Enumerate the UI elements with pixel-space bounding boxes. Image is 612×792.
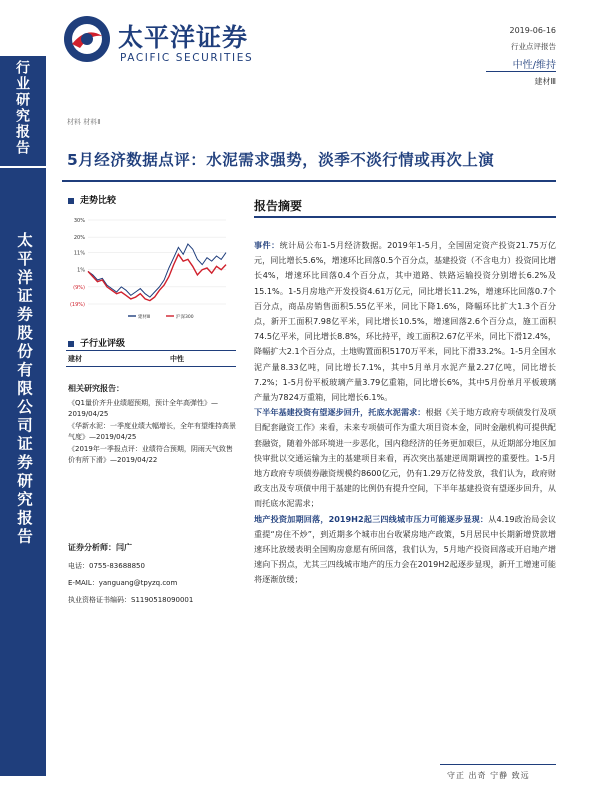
page-title: 5月经济数据点评：水泥需求强势，淡季不淡行情或再次上演 <box>67 151 495 169</box>
trend-heading: 走势比较 <box>68 193 116 206</box>
y-tick-label: 11% <box>73 250 85 257</box>
infra-label: 下半年基建投资有望逐步回升，托底水泥需求： <box>254 407 426 418</box>
rating-col-value: 中性 <box>170 355 184 363</box>
summary-body <box>254 238 556 588</box>
summary-rule <box>254 216 556 218</box>
rating-rule-top <box>66 350 236 351</box>
related-item[interactable]: 《华新水泥：一季度业绩大幅增长，全年有望维持高景气度》—2019/04/25 <box>68 421 236 441</box>
rating-badge: 中性/维持 <box>512 60 556 71</box>
chart-background <box>66 212 236 328</box>
related-reports <box>68 383 236 467</box>
y-tick-label: (9%) <box>73 284 85 291</box>
legend-label: 沪深300 <box>176 315 194 320</box>
related-item[interactable]: 《Q1量价齐升业绩超预期，预计全年高弹性》—2019/04/25 <box>68 398 218 418</box>
analyst-license: 执业资格证书编码：S1190518090001 <box>68 596 194 604</box>
rating-col-industry: 建材 <box>68 355 82 363</box>
related-heading: 相关研究报告： <box>68 384 124 393</box>
y-tick-label: 1% <box>77 267 85 274</box>
breadcrumb: 材料 材料Ⅱ <box>67 118 101 126</box>
rating-rule-bottom <box>66 366 236 367</box>
summary-paragraph-property: 地产投资加期回落，2019H2起三四线城市压力可能逐步显现：从4.19政治局会议重提“房住不炒”，到近期多个城市出台收紧房地产政策，5月居民中长期新增贷款增速环比放缓表明全国购房意愿有所回落，我们认为，5月地产投资回落或开启地产增速向下拐点，尤其三四线城市地产的压力会在2019H2起逐步显现，新开工增速可能将逐渐放缓； <box>254 513 556 585</box>
company-logo-icon <box>62 14 112 64</box>
property-label: 地产投资加期回落，2019H2起三四线城市压力可能逐步显现： <box>254 513 489 524</box>
summary-paragraph-event: 事件：统计局公布1-5月经济数据。2019年1-5月，全国固定资产投资21.75万亿元，同比增长5.6%，增速环比回落0.5个百分点，基建投资（不含电力）投资同比增长4%，增速环比回落0.4个百分点，其中道路、铁路运输投资分别增长6.2%及15.1%。1-5月房地产开发投资4.61万亿元，同比增长11.2%，增速环比回落0.7个百分点，商品房销售面积5.55亿平米，同比下降1.6%，降幅环比扩大1.3个百分点，新开工面积7.98亿平米，同比增长10.5%，增速回落2.6个百分点，施工面积74.5亿平米，同比增长8.8%，环比持平，竣工面积2.67亿平米，同比下滑12.4%，降幅扩大2.1个百分点，土地购置面积5170万平米，同比下滑33.2%。1-5月全国水泥产量8.33亿吨，同比增长7.1%，其中5月单月水泥产量2.27亿吨，同比增长7.2%；1-5月份平板玻璃产量3.79亿重箱，同比增长6%，其中5月份单月平板玻璃产量为7824万重箱，同比增长6.1%。 <box>254 240 556 403</box>
sidebar-company: 太平洋证券股份有限公司证券研究报告 <box>15 232 34 547</box>
legend-label: 建材Ⅲ <box>138 315 151 320</box>
title-rule <box>62 180 556 182</box>
logo-text-en: PACIFIC SECURITIES <box>120 52 254 64</box>
y-tick-label: (19%) <box>69 302 85 308</box>
sidebar-category: 行业研究报告 <box>14 60 30 156</box>
event-label: 事件： <box>254 240 280 250</box>
summary-heading: 报告摘要 <box>254 199 303 213</box>
analyst-heading: 证券分析师：闫广 <box>68 543 132 552</box>
y-tick-label: 30% <box>73 218 85 224</box>
y-tick-label: 20% <box>73 235 85 242</box>
trend-chart <box>66 212 236 328</box>
square-bullet-icon <box>68 198 74 204</box>
header-rule <box>486 71 556 72</box>
sector-label: 建材Ⅲ <box>534 77 556 86</box>
footer-motto: 守正 出奇 宁静 致远 <box>447 771 530 780</box>
report-date: 2019-06-16 <box>509 26 556 35</box>
footer-rule <box>440 764 556 765</box>
square-bullet-icon <box>68 341 74 347</box>
rating-heading: 子行业评级 <box>68 336 125 349</box>
summary-paragraph-infra: 下半年基建投资有望逐步回升，托底水泥需求：根据《关于地方政府专项债发行及项目配套融资工作》来看，未来专项债可作为重大项目资本金，同时金融机构可提供配套融资，随着外部环境进一步恶化，国内稳经济的任务更加艰巨，从近期部分地区加快审批以交通运输为主的基建项目来看，再次突出基建逆周期调控的重要性。1-5月地方政府专项债券融资规模约8600亿元，仍有1.29万亿待发放，我们认为，政府财政支出及专项债中用于基建的比例仍有提升空间，下半年基建投资有望逐步回升，从而托底水泥需求； <box>254 407 556 509</box>
analyst-phone: 电话：0755-83688850 <box>68 562 145 570</box>
report-type: 行业点评报告 <box>511 42 556 51</box>
logo-text-cn: 太平洋证券 <box>118 23 249 52</box>
analyst-email[interactable]: E-MAIL：yanguang@tpyzq.com <box>68 579 178 587</box>
related-item[interactable]: 《2019年一季报点评：业绩符合预期，阴雨天气致售价有所下滑》—2019/04/22 <box>68 444 233 464</box>
